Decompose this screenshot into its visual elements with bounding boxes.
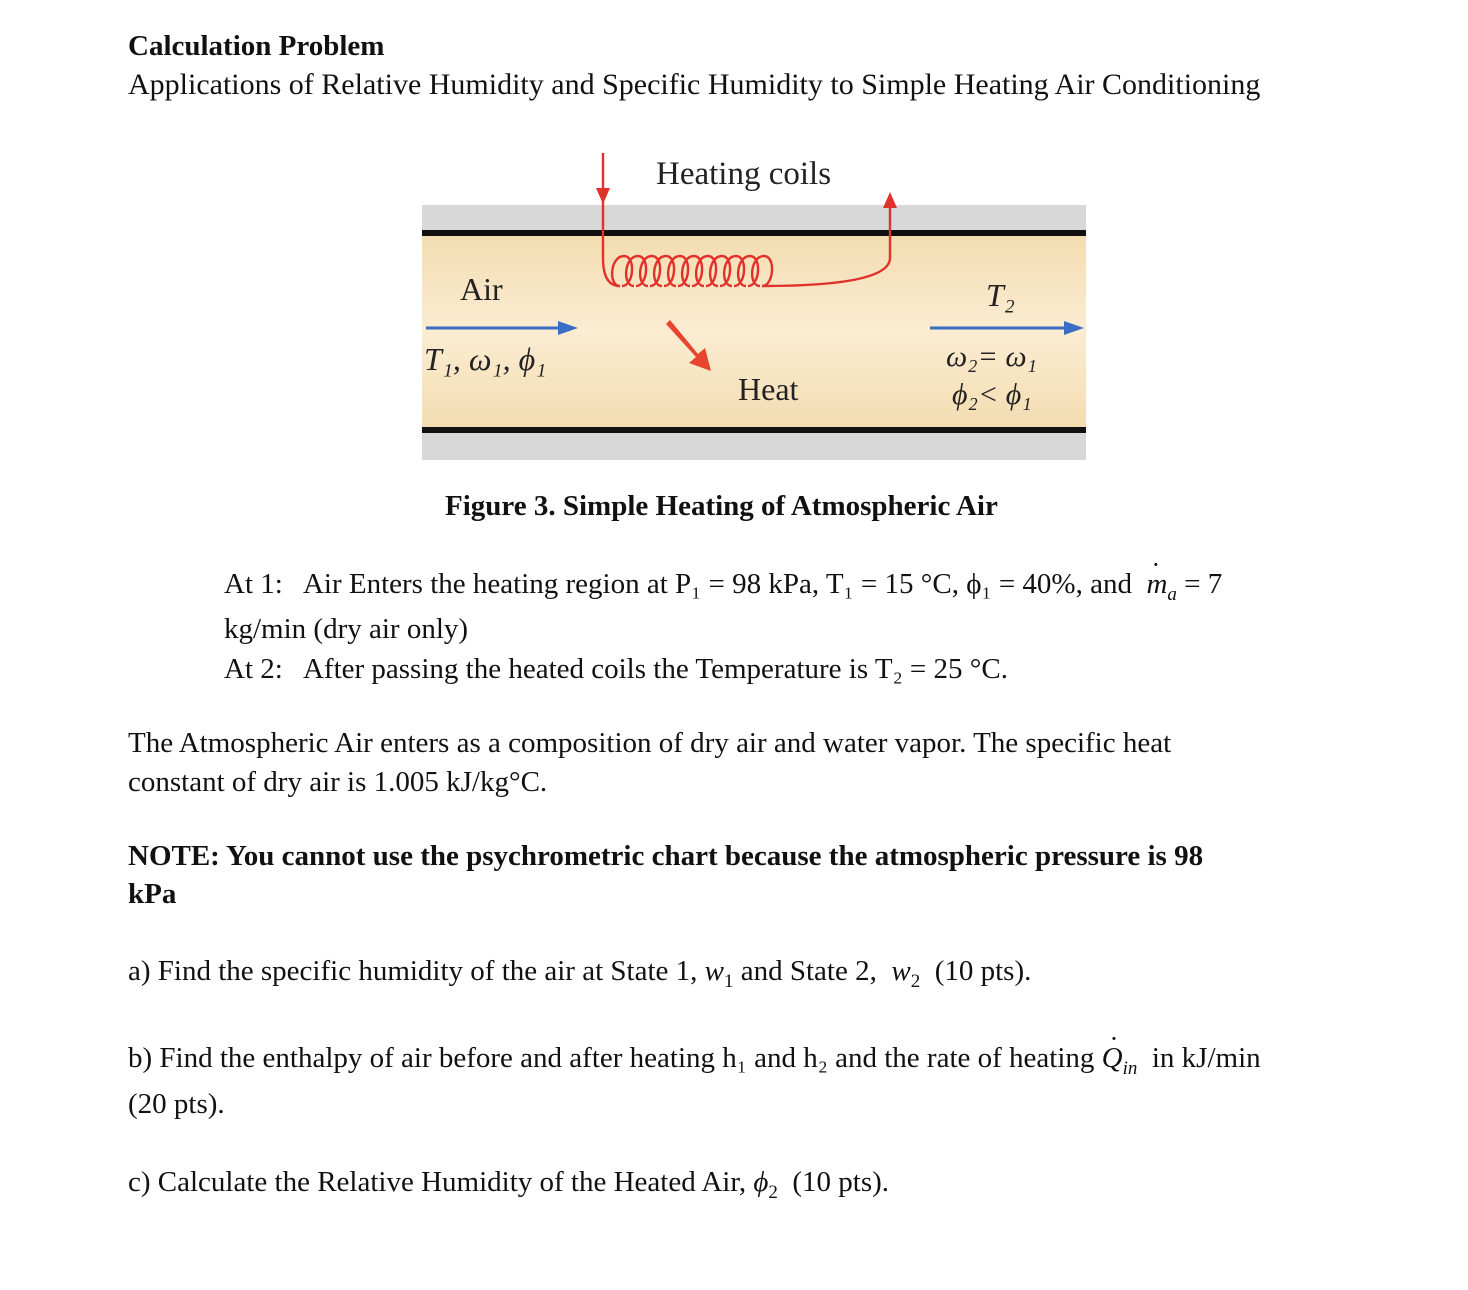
mass-flow-symbol: m · xyxy=(1146,568,1167,601)
question-b-text: b) Find the enthalpy of air before and after heating h₁ and h₂ and the rate of heating xyxy=(128,1042,1095,1074)
page-subtitle: Applications of Relative Humidity and Specific Humidity to Simple Heating Air Conditioning xyxy=(128,68,1261,101)
note-line2: kPa xyxy=(128,878,177,910)
description-line2: constant of dry air is 1.005 kJ/kg°C. xyxy=(128,766,548,798)
duct-top-wall xyxy=(422,205,1086,233)
phi2-symbol: ϕ xyxy=(753,1166,769,1198)
question-b xyxy=(128,1042,1261,1079)
note-line1: NOTE: You cannot use the psychrometric chart because the atmospheric pressure is 98 xyxy=(128,840,1204,872)
question-a-text: a) Find the specific humidity of the air at State 1, xyxy=(128,955,698,987)
phi2-subscript: 2 xyxy=(768,1182,778,1203)
state2-prefix: At 2: xyxy=(224,653,283,685)
w1-subscript: 1 xyxy=(723,971,734,992)
outlet-phi-label: ϕ₂< ϕ₁ xyxy=(952,378,1032,411)
heating-diagram xyxy=(420,148,1090,463)
state1-line xyxy=(224,568,1223,605)
question-c xyxy=(128,1166,890,1203)
mass-flow-subscript: a xyxy=(1167,584,1177,605)
question-a-mid: and State 2, xyxy=(740,955,877,987)
question-a-points: (10 pts). xyxy=(934,955,1032,987)
state1-prefix: At 1: xyxy=(224,568,283,600)
duct-bottom-wall xyxy=(422,430,1086,460)
heat-label: Heat xyxy=(738,371,799,407)
outlet-temp-label: T₂ xyxy=(986,277,1015,313)
question-b-units: in kJ/min xyxy=(1151,1042,1261,1074)
question-a xyxy=(128,955,1032,992)
qin-subscript: in xyxy=(1122,1058,1138,1079)
mass-flow-value: = 7 xyxy=(1184,568,1223,600)
state2-text: After passing the heated coils the Temperature is T₂ = 25 °C. xyxy=(302,653,1008,685)
duct-bottom-edge xyxy=(422,427,1086,433)
question-c-points: (10 pts). xyxy=(792,1166,890,1198)
description-line1: The Atmospheric Air enters as a composition of dry air and water vapor. The specific heat xyxy=(128,727,1172,759)
coil-outlet-arrowhead xyxy=(883,192,897,208)
w2-symbol: w xyxy=(891,955,911,987)
question-b-points: (20 pts). xyxy=(128,1088,225,1120)
figure-caption: Figure 3. Simple Heating of Atmospheric Air xyxy=(445,490,998,522)
w2-subscript: 2 xyxy=(910,971,921,992)
state1-text: Air Enters the heating region at P₁ = 98 kPa, T₁ = 15 °C, ϕ₁ = 40%, and xyxy=(302,568,1132,600)
duct-top-edge xyxy=(422,230,1086,236)
outlet-omega-label: ω₂= ω₁ xyxy=(946,340,1037,373)
question-c-text: c) Calculate the Relative Humidity of the Heated Air, xyxy=(128,1166,747,1198)
qin-symbol: Q · xyxy=(1102,1042,1123,1075)
coil-inlet-arrowhead xyxy=(596,188,610,204)
state2-line xyxy=(224,653,1008,686)
inlet-state-label: T₁, ω₁, ϕ₁ xyxy=(424,341,547,377)
state1-continuation: kg/min (dry air only) xyxy=(224,613,469,645)
coils-label: Heating coils xyxy=(656,156,832,192)
w1-symbol: w xyxy=(704,955,724,987)
page-title: Calculation Problem xyxy=(128,30,385,62)
air-label: Air xyxy=(460,271,503,307)
